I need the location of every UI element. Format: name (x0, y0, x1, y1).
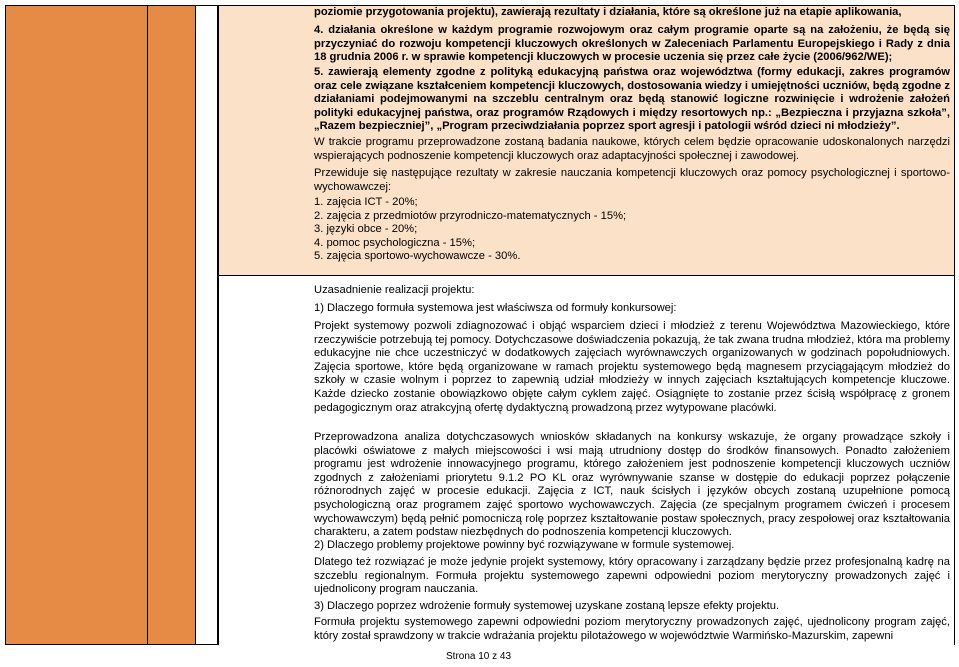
answer-1: Projekt systemowy pozwoli zdiagnozować i objąć wsparciem dzieci i młodzież z terenu Województwa Mazowieckiego, które rzeczywiście potrzebują tej pomocy. Dotychczasowe doświadczenia pokazują, że tak zwana trudna młodzież, która ma problemy edukacyjne nie chce uczestniczyć w dodatkowych zajęciach wyrównawczych organizowanych w godzinach popołudniowych. Zajęcia sportowe, które będą organizowane w ramach projektu systemowego będą magnesem przyciągającym młodzież do szkoły w czasie wolnym i poprzez to zapewnią udział młodzieży w innych zajęciach kształtujących kompetencje kluczowe. Każde dziecko zostanie obowiązkowo objęte całym cyklem zajęć. Osiągnięte to zostanie przez ścisłą współpracę z gronem pedagogicznym oraz atrakcyjną ofertę dydaktyczną prowadzoną przez wytypowane placówki. (314, 320, 950, 414)
paragraph-1: W trakcie programu przeprowadzone zostaną badania naukowe, których celem będzie opracowanie udoskonalonych narzędzi wspierających podnoszenie kompetencji kluczowych oraz adaptacyjności społecznej i zawodowej. (314, 136, 950, 162)
question-1: 1) Dlaczego formuła systemowa jest właściwsza od formuły konkursowej: (314, 302, 677, 314)
list-item: 3. języki obce - 20%; (314, 223, 418, 236)
section-heading: Uzasadnienie realizacji projektu: (314, 284, 475, 296)
question-2: 2) Dlaczego problemy projektowe powinny być rozwiązywane w formule systemowej. (314, 539, 735, 551)
item-5: 5. zawierają elementy zgodne z polityką edukacyjną państwa oraz województwa (formy edukacji, zakres programów oraz cele związane kształceniem kompetencji kluczowych, dostosowania wiedzy i umiejętności uczniów, będą zgodne z działaniami podejmowanymi na szczeblu centralnym oraz będą stanowić logiczne rozwinięcie i wdrożenie założeń polityki edukacyjnej państwa, oraz programów Rządowych i między resortowych np.: „Bezpieczna i przyjazna szkoła”, „Razem bezpieczniej”, „Program przeciwdziałania poprzez sport agresji i patologii wśród dzieci ni młodzieży”. (314, 66, 950, 133)
list-item: 4. pomoc psychologiczna - 15%; (314, 236, 476, 249)
paragraph-2: Przewiduje się następujące rezultaty w zakresie nauczania kompetencji kluczowych oraz pomocy psychologicznej i sportowo-wychowawczej: (314, 167, 950, 193)
answer-3: Dlatego też rozwiązać je może jedynie projekt systemowy, który opracowany i zarządzany będzie przez profesjonalną kadrę na szczeblu regionalnym. Formuła projektu systemowego zapewni odpowiedni poziom merytoryczny prowadzonych zajęć i ujednolicony program nauczania. (314, 556, 950, 596)
left-column (5, 5, 148, 645)
item-4: 4. działania określone w każdym programie rozwojowym oraz całym programie oparte są na założeniu, że będą się przyczyniać do rozwoju kompetencji kluczowych określonych w Zaleceniach Parlamentu Europejskiego i Rady z dnia 18 grudnia 2006 r. w sprawie kompetencji kluczowych w procesie uczenia się przez całe życie (2006/962/WE); (314, 24, 950, 64)
question-3: 3) Dlaczego poprzez wdrożenie formuły systemowej uzyskane zostaną lepsze efekty projektu. (314, 600, 780, 612)
answer-2: Przeprowadzona analiza dotychczasowych wniosków składanych na konkursy wskazuje, że organy prowadzące szkoły i placówki oświatowe z małych miejscowości i wsi mają utrudniony dostęp do środków finansowych. Ponadto założeniem programu jest wdrożenie innowacyjnego programu, którego założeniem jest podnoszenie kompetencji kluczowych uczniów zgodnych z założeniami priorytetu 9.1.2 PO KL oraz wyrównywanie szanse w dostępie do edukacji poprzez połączenie różnorodnych zajęć w procesie edukacji. Zajęcia z ICT, nauk ścisłych i języków obcych zostaną uzupełnione pomocą psychologiczną oraz programem zajęć sportowo wychowawczych. Zajęcia (ze specjalnym programem ćwiczeń i procesem wychowawczym) będą pełnić pomocniczą rolę poprzez kształtowanie postaw społecznych, pracy zespołowej oraz kształtowania charakteru, a zatem podstaw niezbędnych do podnoszenia kompetencji kluczowych. (314, 431, 950, 539)
list-item: 5. zajęcia sportowo-wychowawcze - 30%. (314, 250, 521, 263)
answer-4: Formuła projektu systemowego zapewni odpowiedni poziom merytoryczny prowadzonych zajęć, ujednolicony program zajęć, który został sprawdzony w trakcie wdrażania projektu pilotażowego w województwie Warmińsko-Mazurskim, zapewni (314, 616, 950, 642)
second-column (148, 5, 196, 645)
page-number: Strona 10 z 43 (446, 651, 512, 662)
list-item: 1. zajęcia ICT - 20%; (314, 196, 418, 208)
third-column (196, 5, 218, 645)
results-list (314, 196, 626, 264)
top-line0: poziomie przygotowania projektu), zawierają rezultaty i działania, które są określone już na etapie aplikowania, (314, 6, 902, 18)
list-item: 2. zajęcia z przedmiotów przyrodniczo-matematycznych - 15%; (314, 209, 627, 222)
